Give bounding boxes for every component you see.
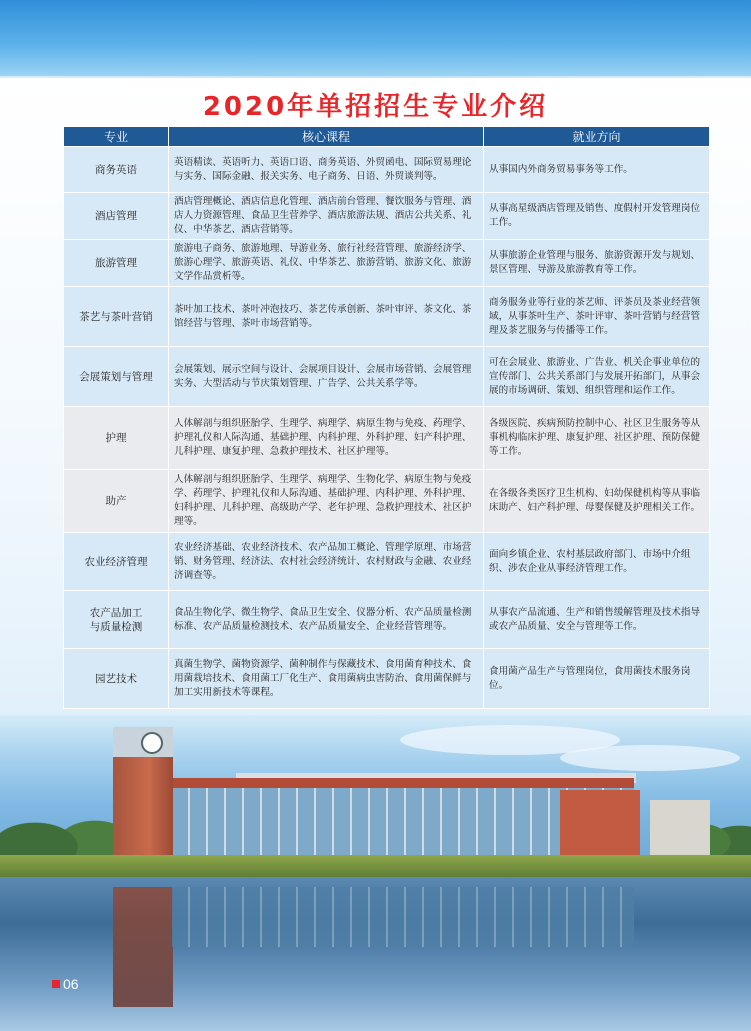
major-name-line: 助产 — [105, 495, 127, 507]
career-direction: 各级医院、疾病预防控制中心、社区卫生服务等从事机构临床护理、康复护理、社区护理、预防保健等工作。 — [484, 407, 710, 470]
core-courses: 人体解剖与组织胚胎学、生理学、病理学、生物化学、病原生物与免疫学、药理学、护理礼仪和人际沟通、基础护理、内科护理、外科护理、妇科护理、儿科护理、高级助产学、老年护理、急救护理技术、社区护理等。 — [169, 470, 484, 533]
core-courses: 真菌生物学、菌物资源学、菌种制作与保藏技术、食用菌育种技术、食用菌栽培技术、食用菌工厂化生产、食用菌病虫害防治、食用菌保鲜与加工实用新技术等课程。 — [169, 649, 484, 709]
header-career: 就业方向 — [484, 127, 710, 147]
core-courses: 英语精读、英语听力、英语口语、商务英语、外贸函电、国际贸易理论与实务、国际金融、报关实务、电子商务、日语、外贸谈判等。 — [169, 147, 484, 193]
major-name-line: 护理 — [105, 432, 127, 444]
career-direction: 在各级各类医疗卫生机构、妇幼保健机构等从事临床助产、妇产科护理、母婴保健及护理相关工作。 — [484, 470, 710, 533]
header-banner — [0, 0, 751, 82]
building-reflection — [172, 887, 634, 947]
core-courses: 旅游电子商务、旅游地理、导游业务、旅行社经营管理、旅游经济学、旅游心理学、旅游英语、礼仪、中华茶艺、旅游营销、旅游文化、旅游文学作品赏析等。 — [169, 240, 484, 287]
table-row — [64, 533, 710, 591]
career-direction: 可在会展业、旅游业、广告业、机关企事业单位的宣传部门、公共关系部门与发展开拓部门，从事会展的市场调研、策划、组织管理和运作工作。 — [484, 347, 710, 407]
major-name-line: 茶艺与茶叶营销 — [79, 310, 153, 323]
career-direction: 面向乡镇企业、农村基层政府部门、市场中介组织、涉农企业从事经济管理工作。 — [484, 533, 710, 591]
major-name-line: 商务英语 — [95, 163, 137, 176]
table-header-row — [64, 127, 710, 147]
building-wing — [560, 790, 640, 860]
major-name — [64, 240, 169, 287]
major-name — [64, 470, 169, 533]
major-name — [64, 287, 169, 347]
cloud — [560, 745, 740, 771]
tower-reflection — [113, 887, 173, 1007]
header-major: 专业 — [64, 127, 169, 147]
table-row — [64, 347, 710, 407]
core-courses: 酒店管理概论、酒店信息化管理、酒店前台管理、餐饮服务与管理、酒店人力资源管理、食品卫生营养学、酒店旅游法规、酒店公共关系、礼仪、中华茶艺、酒店营销等。 — [169, 193, 484, 240]
table-row — [64, 287, 710, 347]
lawn — [0, 855, 751, 877]
core-courses: 会展策划、展示空间与设计、会展项目设计、会展市场营销、会展管理实务、大型活动与节庆策划管理、广告学、公共关系学等。 — [169, 347, 484, 407]
major-name — [64, 147, 169, 193]
major-name-line: 园艺技术 — [95, 672, 137, 685]
table-row — [64, 240, 710, 287]
career-direction: 从事旅游企业管理与服务、旅游资源开发与规划、景区管理、导游及旅游教育等工作。 — [484, 240, 710, 287]
major-name-line: 酒店管理 — [95, 210, 137, 222]
major-name-line: 会展策划与管理 — [79, 370, 153, 383]
table-row — [64, 193, 710, 240]
major-name — [64, 193, 169, 240]
table-row — [64, 407, 710, 470]
campus-photo — [0, 715, 751, 1031]
major-name-line: 与质量检测 — [89, 620, 143, 633]
major-name-line: 农产品加工 — [89, 606, 143, 619]
core-courses: 农业经济基础、农业经济技术、农产品加工概论、管理学原理、市场营销、财务管理、经济法、农村社会经济统计、农村财政与金融、农业经济调查等。 — [169, 533, 484, 591]
career-direction: 从事农产品流通、生产和销售缓解管理及技术指导或农产品质量、安全与管理等工作。 — [484, 591, 710, 649]
major-name-line: 旅游管理 — [95, 257, 137, 269]
major-name — [64, 407, 169, 470]
major-name — [64, 347, 169, 407]
clock-icon — [141, 732, 163, 754]
header-courses: 核心课程 — [169, 127, 484, 147]
major-name — [64, 591, 169, 649]
page-number: 06 — [52, 976, 79, 992]
core-courses: 食品生物化学、微生物学、食品卫生安全、仪器分析、农产品质量检测标准、农产品质量检测技术、农产品质量安全、企业经营管理等。 — [169, 591, 484, 649]
core-courses: 人体解剖与组织胚胎学、生理学、病理学、病原生物与免疫、药理学、护理礼仪和人际沟通、基础护理、内科护理、外科护理、妇产科护理、儿科护理、康复护理、急救护理技术、社区护理等。 — [169, 407, 484, 470]
career-direction: 商务服务业等行业的茶艺师、评茶员及茶业经营领域，从事茶叶生产、茶叶评审、茶叶营销与经营管理及茶艺服务与传播等工作。 — [484, 287, 710, 347]
core-courses: 茶叶加工技术、茶叶冲泡技巧、茶艺传承创新、茶叶审评、茶文化、茶馆经营与管理、茶叶市场营销等。 — [169, 287, 484, 347]
major-name — [64, 533, 169, 591]
table-row — [64, 470, 710, 533]
career-direction: 食用菌产品生产与管理岗位，食用菌技术服务岗位。 — [484, 649, 710, 709]
major-name-line: 农业经济管理 — [84, 555, 148, 568]
page-title: 2020年单招招生专业介绍 — [202, 92, 549, 122]
table-row — [64, 147, 710, 193]
career-direction: 从事高星级酒店管理及销售、度假村开发管理岗位工作。 — [484, 193, 710, 240]
career-direction: 从事国内外商务贸易事务等工作。 — [484, 147, 710, 193]
side-building — [650, 800, 710, 855]
major-name — [64, 649, 169, 709]
table-row — [64, 591, 710, 649]
table-row — [64, 649, 710, 709]
majors-table — [63, 126, 710, 709]
